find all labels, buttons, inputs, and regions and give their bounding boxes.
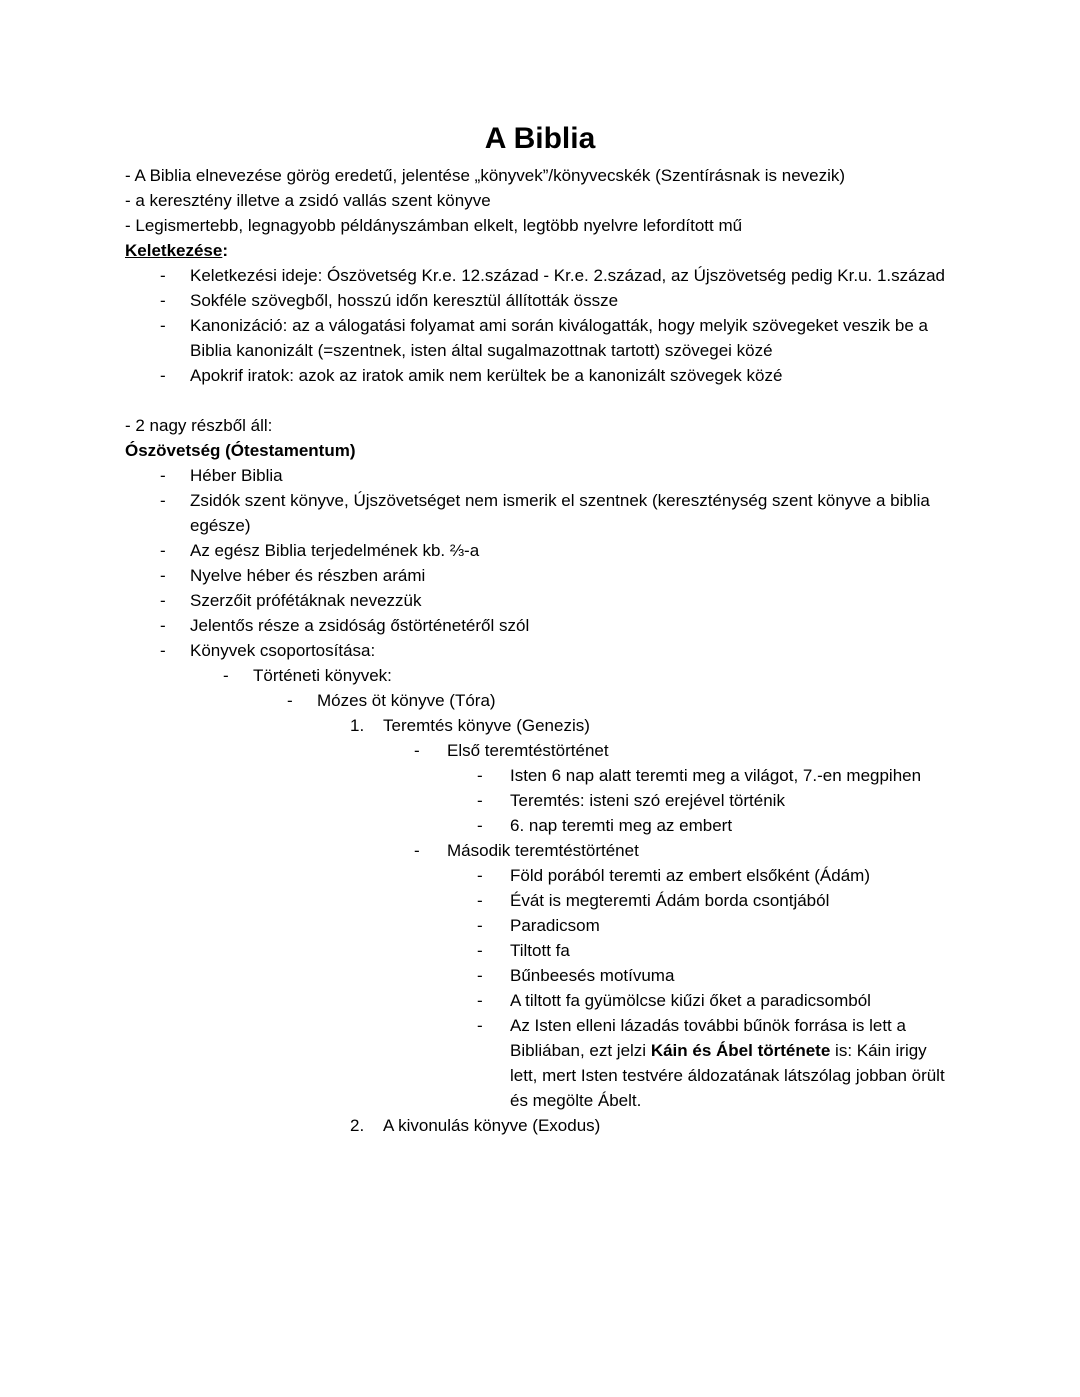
text-segment: Teremtés könyve (Genezis) bbox=[383, 716, 590, 735]
dash-bullet: - bbox=[160, 566, 166, 585]
doc-line bbox=[125, 963, 955, 988]
doc-line bbox=[125, 638, 955, 663]
doc-line bbox=[125, 738, 955, 763]
text-segment: A kivonulás könyve (Exodus) bbox=[383, 1116, 601, 1135]
doc-line bbox=[125, 888, 955, 913]
doc-line bbox=[125, 313, 955, 363]
text-segment: Káin és Ábel története bbox=[650, 1041, 831, 1060]
doc-line bbox=[125, 988, 955, 1013]
dash-bullet: - bbox=[160, 641, 166, 660]
text-segment: Apokrif iratok: azok az iratok amik nem kerültek be a kanonizált szövegek közé bbox=[190, 366, 783, 385]
text-segment: Tiltott fa bbox=[510, 941, 570, 960]
doc-line bbox=[125, 788, 955, 813]
text-segment: Az Isten elleni lázadás további bűnök forrása is lett a Bibliában, ezt jelzi bbox=[510, 1016, 906, 1060]
text-segment: A tiltott fa gyümölcse kiűzi őket a paradicsomból bbox=[510, 991, 871, 1010]
doc-line bbox=[125, 238, 955, 263]
text-segment: Jelentős része a zsidóság őstörténetéről szól bbox=[190, 616, 530, 635]
doc-line bbox=[125, 588, 955, 613]
dash-bullet: - bbox=[477, 966, 483, 985]
text-segment: Második teremtéstörténet bbox=[447, 841, 639, 860]
doc-line bbox=[125, 1113, 955, 1138]
text-segment: - 2 nagy részből áll: bbox=[125, 416, 273, 435]
text-segment: Keletkezése bbox=[125, 241, 223, 260]
dash-bullet: - bbox=[160, 541, 166, 560]
text-segment: Mózes öt könyve (Tóra) bbox=[317, 691, 496, 710]
dash-bullet: - bbox=[223, 666, 229, 685]
dash-bullet: - bbox=[414, 841, 420, 860]
doc-line bbox=[125, 538, 955, 563]
doc-line bbox=[125, 413, 955, 438]
text-segment: Isten 6 nap alatt teremti meg a világot, 7.-en megpihen bbox=[510, 766, 922, 785]
dash-bullet: - bbox=[477, 1016, 483, 1035]
doc-line bbox=[125, 913, 955, 938]
dash-bullet: - bbox=[160, 366, 166, 385]
doc-line bbox=[125, 438, 955, 463]
blank-line bbox=[125, 388, 955, 413]
dash-bullet: - bbox=[477, 916, 483, 935]
text-segment: is: Káin irigy lett, mert Isten testvére áldozatának látszólag jobban örült és megölte Ábelt. bbox=[510, 1041, 945, 1110]
text-segment: - A Biblia elnevezése görög eredetű, jelentése „könyvek”/könyvecskék (Szentírásnak is nevezik) bbox=[125, 166, 846, 185]
document-title: A Biblia bbox=[484, 122, 596, 155]
dash-bullet: - bbox=[477, 941, 483, 960]
text-segment: Paradicsom bbox=[510, 916, 600, 935]
doc-line bbox=[125, 613, 955, 638]
doc-line bbox=[125, 763, 955, 788]
text-segment: - a keresztény illetve a zsidó vallás szent könyve bbox=[125, 191, 491, 210]
doc-line bbox=[125, 688, 955, 713]
doc-line bbox=[125, 1013, 955, 1113]
text-segment: Első teremtéstörténet bbox=[447, 741, 609, 760]
number-bullet: 2. bbox=[350, 1116, 365, 1135]
text-segment: Sokféle szövegből, hosszú időn keresztül állították össze bbox=[190, 291, 619, 310]
text-segment: Föld porából teremti az embert elsőként (Ádám) bbox=[510, 866, 870, 885]
text-segment: Nyelve héber és részben arámi bbox=[190, 566, 426, 585]
dash-bullet: - bbox=[477, 891, 483, 910]
doc-line bbox=[125, 363, 955, 388]
text-segment: Héber Biblia bbox=[190, 466, 283, 485]
text-segment: Történeti könyvek: bbox=[253, 666, 392, 685]
doc-line bbox=[125, 463, 955, 488]
doc-line bbox=[125, 838, 955, 863]
doc-line bbox=[125, 713, 955, 738]
text-segment: Ószövetség (Ótestamentum) bbox=[125, 441, 356, 460]
doc-line bbox=[125, 813, 955, 838]
dash-bullet: - bbox=[477, 991, 483, 1010]
doc-line bbox=[125, 488, 955, 538]
text-segment: Zsidók szent könyve, Újszövetséget nem ismerik el szentnek (kereszténység szent könyve a biblia egésze) bbox=[190, 491, 930, 535]
doc-line bbox=[125, 563, 955, 588]
dash-bullet: - bbox=[414, 741, 420, 760]
text-segment: Az egész Biblia terjedelmének kb. ⅔-a bbox=[190, 541, 480, 560]
doc-line bbox=[125, 663, 955, 688]
text-segment: Kanonizáció: az a válogatási folyamat ami során kiválogatták, hogy melyik szövegeket veszik be a Biblia kanonizált (=szentnek, isten által sugalmazottnak tartott) szövegei közé bbox=[190, 316, 928, 360]
doc-line bbox=[125, 188, 955, 213]
text-segment: Évát is megteremti Ádám borda csontjából bbox=[510, 891, 830, 910]
dash-bullet: - bbox=[477, 816, 483, 835]
text-segment: Bűnbeesés motívuma bbox=[510, 966, 675, 985]
dash-bullet: - bbox=[287, 691, 293, 710]
doc-line bbox=[125, 213, 955, 238]
document-lines bbox=[125, 163, 955, 1138]
dash-bullet: - bbox=[477, 866, 483, 885]
dash-bullet: - bbox=[160, 266, 166, 285]
doc-line bbox=[125, 163, 955, 188]
text-segment: : bbox=[222, 241, 229, 260]
text-segment: Szerzőit prófétáknak nevezzük bbox=[190, 591, 422, 610]
dash-bullet: - bbox=[477, 766, 483, 785]
text-segment: Keletkezési ideje: Ószövetség Kr.e. 12.század - Kr.e. 2.század, az Újszövetség pedig Kr.u. 1.század bbox=[190, 266, 946, 285]
text-segment: 6. nap teremti meg az embert bbox=[510, 816, 733, 835]
dash-bullet: - bbox=[160, 466, 166, 485]
doc-line bbox=[125, 938, 955, 963]
number-bullet: 1. bbox=[350, 716, 365, 735]
text-segment: Könyvek csoportosítása: bbox=[190, 641, 376, 660]
dash-bullet: - bbox=[160, 491, 166, 510]
doc-line bbox=[125, 863, 955, 888]
doc-line bbox=[125, 263, 955, 288]
dash-bullet: - bbox=[160, 291, 166, 310]
dash-bullet: - bbox=[160, 616, 166, 635]
dash-bullet: - bbox=[477, 791, 483, 810]
dash-bullet: - bbox=[160, 316, 166, 335]
text-segment: - Legismertebb, legnagyobb példányszámban elkelt, legtöbb nyelvre lefordított mű bbox=[125, 216, 743, 235]
text-segment: Teremtés: isteni szó erejével történik bbox=[510, 791, 785, 810]
doc-line bbox=[125, 288, 955, 313]
dash-bullet: - bbox=[160, 591, 166, 610]
